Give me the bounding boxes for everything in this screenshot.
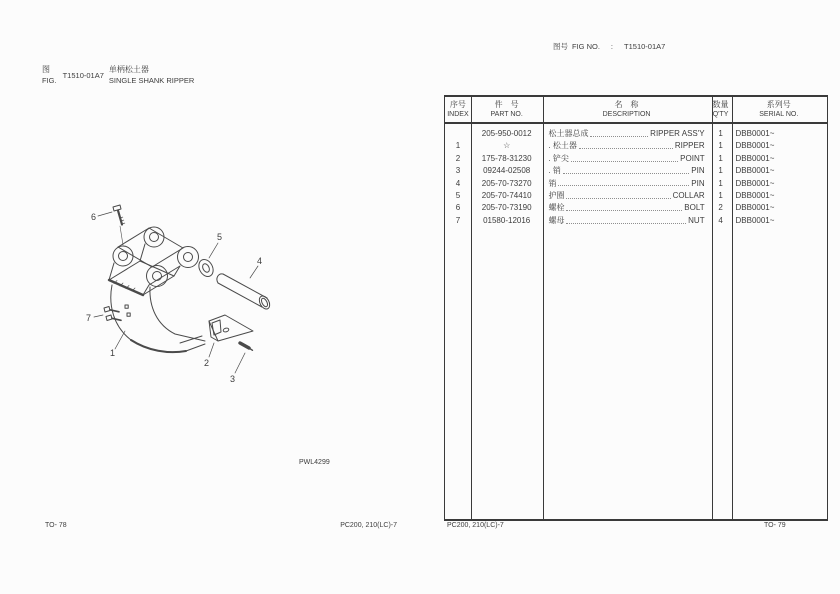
fig-no-label-en: FIG NO. xyxy=(572,42,600,51)
description-en: POINT xyxy=(680,153,705,163)
cell-part-no: 205-70-74410 xyxy=(481,190,532,200)
table-row xyxy=(445,178,827,190)
cell-part-no: 175-78-31230 xyxy=(481,153,532,163)
cell-serial: DBB0001~ xyxy=(735,190,775,200)
footer-right-page-no: TO- 79 xyxy=(764,522,786,529)
callout-4: 4 xyxy=(257,256,263,266)
table-row xyxy=(445,140,827,152)
cell-qty: 4 xyxy=(718,215,723,225)
cell-qty: 1 xyxy=(718,166,723,176)
header-part-no: 件 号 PART NO. xyxy=(490,100,523,118)
pin-item4 xyxy=(217,274,272,311)
cell-serial: DBB0001~ xyxy=(735,215,775,225)
cell-index: 4 xyxy=(455,178,461,188)
cell-serial: DBB0001~ xyxy=(735,203,775,213)
description-cn: 螺母 xyxy=(548,215,565,225)
description-en: PIN xyxy=(691,178,705,188)
cell-qty: 1 xyxy=(718,190,723,200)
cell-description xyxy=(542,190,710,202)
bolt-item6 xyxy=(113,205,125,245)
cell-part-no: 01580-12016 xyxy=(483,215,531,225)
description-cn: . 铲尖 xyxy=(548,153,569,163)
table-row xyxy=(445,190,827,202)
cell-serial: DBB0001~ xyxy=(735,141,775,151)
cell-description xyxy=(542,128,710,140)
description-cn: . 销 xyxy=(548,166,561,176)
footer-left-page-no: TO- 78 xyxy=(45,522,67,529)
cell-serial: DBB0001~ xyxy=(735,178,775,188)
callout-1: 1 xyxy=(110,348,116,358)
footer-right-model: PC200, 210(LC)-7 xyxy=(447,522,504,529)
leader-dots xyxy=(566,190,670,199)
cell-qty: 1 xyxy=(718,141,723,151)
point-item2 xyxy=(209,315,253,341)
table-header xyxy=(445,97,827,124)
cell-description xyxy=(542,140,710,152)
fig-title xyxy=(109,64,194,86)
leader-dots xyxy=(571,153,678,162)
cell-description xyxy=(542,153,710,165)
fig-label xyxy=(42,64,57,86)
description-cn: 松土器总成 xyxy=(548,129,589,138)
cell-serial: DBB0001~ xyxy=(735,153,775,163)
table-row xyxy=(445,202,827,214)
fig-title-en: SINGLE SHANK RIPPER xyxy=(108,76,195,85)
pin-item3 xyxy=(240,343,253,350)
fig-no-label-cn: 图号 xyxy=(553,42,568,51)
description-cn: 螺栓 xyxy=(548,203,565,213)
leader-dots xyxy=(566,202,682,211)
bracket-back-plate xyxy=(140,227,199,276)
callout-5: 5 xyxy=(217,232,223,242)
callout-3: 3 xyxy=(230,374,236,384)
cell-part-no: 205-70-73270 xyxy=(481,178,532,188)
fig-title-cn: 单柄松土器 xyxy=(108,65,149,74)
fig-label-en: FIG. xyxy=(42,76,57,85)
cell-part-no: 205-950-0012 xyxy=(481,129,532,138)
cell-index: 5 xyxy=(455,190,461,200)
cell-qty: 1 xyxy=(718,153,723,163)
cell-index: 6 xyxy=(455,203,461,213)
description-en: PIN xyxy=(691,166,705,176)
description-en: NUT xyxy=(688,215,705,225)
description-en: RIPPER ASS'Y xyxy=(650,129,705,138)
cell-index: 7 xyxy=(455,215,461,225)
parts-table xyxy=(444,95,828,521)
callout-6: 6 xyxy=(91,212,97,222)
cell-part-no: 09244-02508 xyxy=(483,166,531,176)
cell-index: 2 xyxy=(455,153,461,163)
figure-header xyxy=(42,64,194,86)
callout-2: 2 xyxy=(204,358,210,368)
cell-index: 1 xyxy=(455,141,461,151)
leader-dots xyxy=(558,178,689,187)
table-row xyxy=(445,165,827,177)
leader-dots xyxy=(579,140,673,149)
description-en: COLLAR xyxy=(672,190,705,200)
bracket-front-plate xyxy=(109,246,168,295)
fig-number: T1510-01A7 xyxy=(62,70,104,80)
callout-7: 7 xyxy=(86,313,92,323)
table-row xyxy=(445,128,827,140)
description-cn: 护圈 xyxy=(548,190,565,200)
cell-index: 3 xyxy=(455,166,461,176)
description-cn: 销 xyxy=(548,178,557,188)
cell-qty: 2 xyxy=(718,203,723,213)
cell-part-no: 205-70-73190 xyxy=(481,203,532,213)
collar-item5 xyxy=(196,257,216,279)
header-index: 序号 INDEX xyxy=(447,100,469,118)
leader-dots xyxy=(563,165,689,174)
table-row xyxy=(445,215,827,227)
description-en: BOLT xyxy=(684,203,705,213)
table-rows xyxy=(445,128,827,227)
leader-lines xyxy=(94,212,258,373)
description-en: RIPPER xyxy=(674,141,705,151)
leader-dots xyxy=(566,215,686,224)
fig-label-cn: 图 xyxy=(42,65,50,74)
cell-qty: 1 xyxy=(718,129,723,138)
footer-left-model: PC200, 210(LC)-7 xyxy=(340,522,397,529)
leader-dots xyxy=(590,128,648,137)
cell-serial: DBB0001~ xyxy=(735,129,775,138)
description-cn: . 松土器 xyxy=(548,141,577,151)
shank-item1 xyxy=(111,285,205,352)
cell-part-no: ☆ xyxy=(503,141,511,151)
cell-qty: 1 xyxy=(718,178,723,188)
header-qty: 数量 Q'TY xyxy=(712,100,729,118)
cell-description xyxy=(542,165,710,177)
drawing-ref: PWL4299 xyxy=(299,459,330,466)
fig-no-header xyxy=(553,41,665,52)
fig-no-separator: : xyxy=(610,42,614,51)
cell-description xyxy=(542,202,710,214)
cell-description xyxy=(542,215,710,227)
header-serial-no: 系列号 SERIAL NO. xyxy=(759,100,799,118)
fig-no-value: T1510-01A7 xyxy=(624,42,666,51)
ripper-exploded-diagram xyxy=(68,188,298,403)
header-description: 名 称 DESCRIPTION xyxy=(602,100,651,118)
cell-description xyxy=(542,178,710,190)
table-row xyxy=(445,153,827,165)
cell-index xyxy=(445,128,471,140)
cell-serial: DBB0001~ xyxy=(735,166,775,176)
